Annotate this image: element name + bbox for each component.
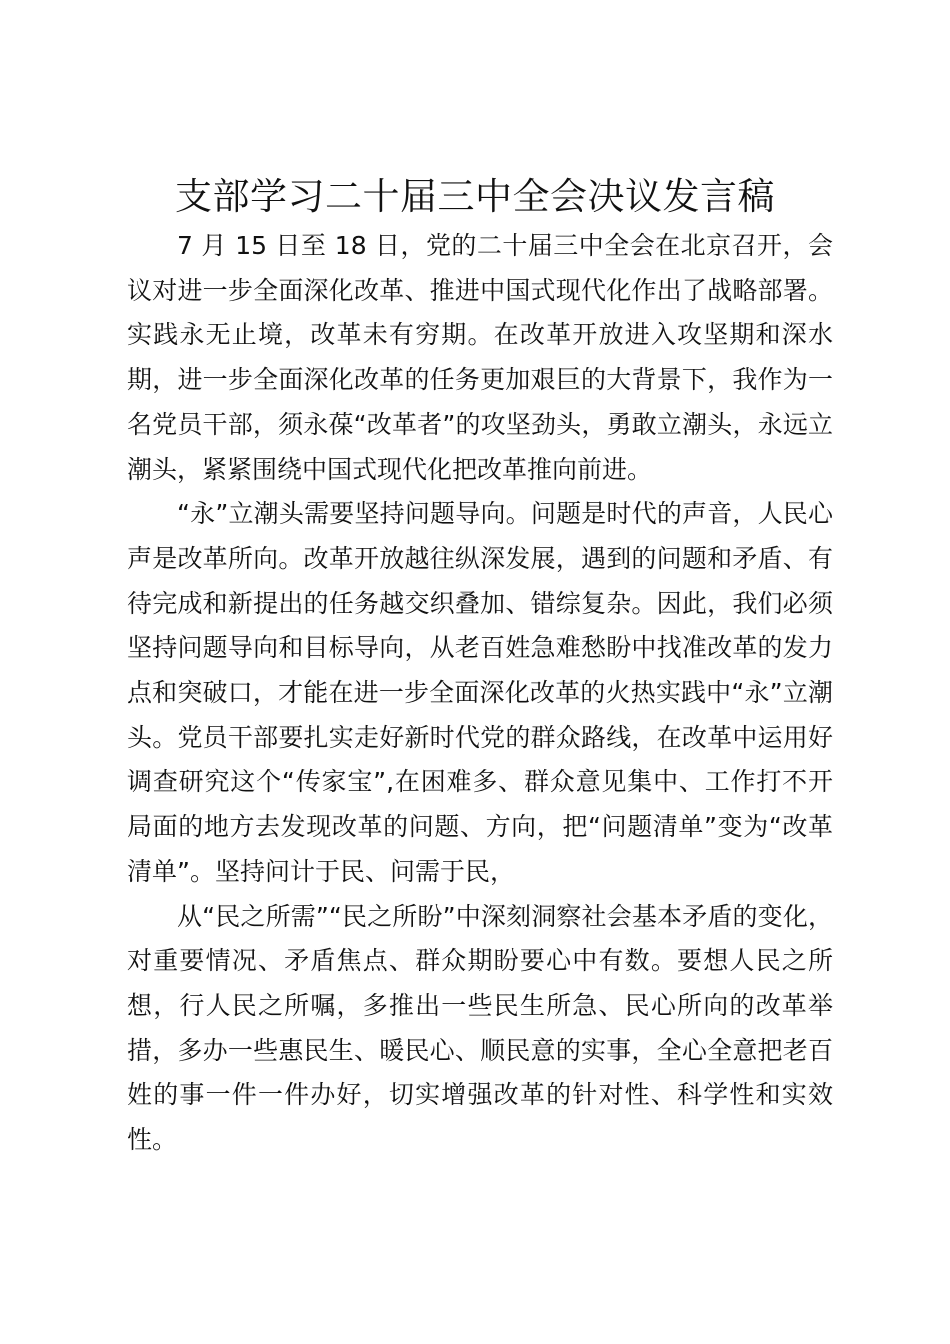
document-title: 支部学习二十届三中全会决议发言稿	[175, 175, 775, 218]
paragraph-1: 7 月 15 日至 18 日，党的二十届三中全会在北京召开，会议对进一步全面深化改革、推进中国式现代化作出了战略部署。实践永无止境，改革未有穷期。在改革开放进入攻坚期和深水期，进一步全面深化改革的任务更加艰巨的大背景下，我作为一名党员干部，须永葆“改革者”的攻坚劲头，勇敢立潮头，永远立潮头，紧紧围绕中国式现代化把改革推向前进。	[127, 231, 833, 484]
paragraph-2: “永”立潮头需要坚持问题导向。问题是时代的声音，人民心声是改革所向。改革开放越往纵深发展，遇到的问题和矛盾、有待完成和新提出的任务越交织叠加、错综复杂。因此，我们必须坚持问题导向和目标导向，从老百姓急难愁盼中找准改革的发力点和突破口，才能在进一步全面深化改革的火热实践中“永”立潮头。党员干部要扎实走好新时代党的群众路线，在改革中运用好调查研究这个“传家宝”,在困难多、群众意见集中、工作打不开局面的地方去发现改革的问题、方向，把“问题清单”变为“改革清单”。坚持问计于民、问需于民，	[127, 499, 833, 886]
paragraph-3: 从“民之所需”“民之所盼”中深刻洞察社会基本矛盾的变化，对重要情况、矛盾焦点、群众期盼要心中有数。要想人民之所想，行人民之所嘱，多推出一些民生所急、民心所向的改革举措，多办一些惠民生、暖民心、顺民意的实事，全心全意把老百姓的事一件一件办好，切实增强改革的针对性、科学性和实效性。	[127, 901, 833, 1155]
document-body	[127, 224, 833, 1163]
